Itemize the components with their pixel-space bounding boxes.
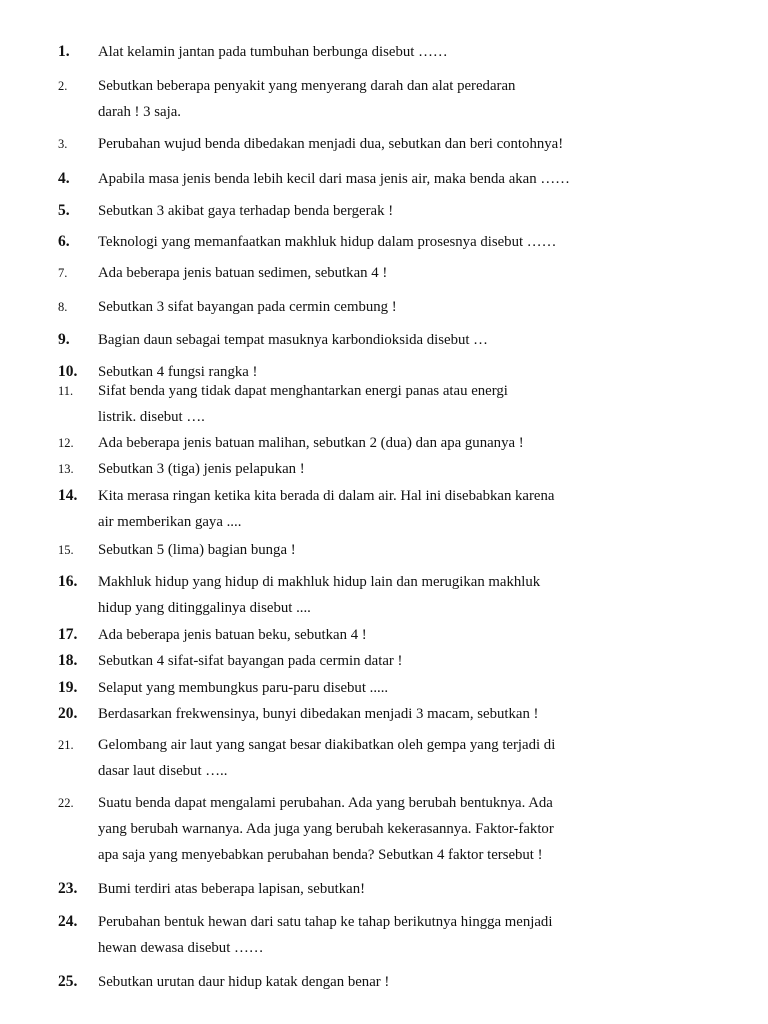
question-line: Apabila masa jenis benda lebih kecil dari masa jenis air, maka benda akan …… (98, 171, 570, 187)
question-number: 15. (58, 543, 74, 557)
question-line: Berdasarkan frekwensinya, bunyi dibedakan menjadi 3 macam, sebutkan ! (98, 706, 539, 722)
question-line: Sebutkan 4 fungsi rangka ! (98, 364, 258, 380)
question-number: 8. (58, 300, 68, 314)
question-line: Sebutkan urutan daur hidup katak dengan benar ! (98, 974, 390, 990)
question-line: Gelombang air laut yang sangat besar diakibatkan oleh gempa yang terjadi di (98, 737, 556, 753)
question-line: Ada beberapa jenis batuan malihan, sebutkan 2 (dua) dan apa gunanya ! (98, 435, 524, 451)
question-number: 4. (58, 170, 70, 187)
question-line: hewan dewasa disebut …… (98, 940, 264, 956)
question-text (98, 909, 688, 961)
question-line: Sebutkan 3 sifat bayangan pada cermin cembung ! (98, 299, 397, 315)
question-number: 16. (58, 573, 78, 590)
question-text (98, 198, 688, 224)
question-text (98, 675, 688, 701)
question-line: Sifat benda yang tidak dapat menghantarkan energi panas atau energi (98, 383, 508, 399)
question-number: 3. (58, 137, 68, 151)
question-text (98, 430, 688, 456)
question-number: 6. (58, 233, 70, 250)
question-number: 12. (58, 436, 74, 450)
question-text (98, 732, 688, 784)
question-number: 21. (58, 738, 74, 752)
question-text (98, 537, 688, 563)
question-text (98, 229, 688, 255)
question-text (98, 648, 688, 674)
question-line: Bumi terdiri atas beberapa lapisan, sebutkan! (98, 881, 366, 897)
question-line: Bagian daun sebagai tempat masuknya karbondioksida disebut … (98, 332, 488, 348)
question-number: 22. (58, 796, 74, 810)
question-line: Ada beberapa jenis batuan beku, sebutkan 4 ! (98, 627, 367, 643)
question-number: 25. (58, 973, 78, 990)
question-line: Perubahan wujud benda dibedakan menjadi dua, sebutkan dan beri contohnya! (98, 136, 564, 152)
question-text (98, 260, 688, 286)
question-text (98, 876, 688, 902)
question-text (98, 39, 688, 65)
question-line: Sebutkan 4 sifat-sifat bayangan pada cermin datar ! (98, 653, 403, 669)
question-number: 2. (58, 79, 68, 93)
question-text (98, 483, 688, 535)
question-number: 14. (58, 487, 78, 504)
question-number: 18. (58, 652, 78, 669)
question-text (98, 294, 688, 320)
question-line: darah ! 3 saja. (98, 104, 181, 120)
question-line: yang berubah warnanya. Ada juga yang berubah kekerasannya. Faktor-faktor (98, 821, 554, 837)
question-text (98, 569, 688, 621)
question-number: 24. (58, 913, 78, 930)
question-number: 11. (58, 384, 74, 398)
question-line: air memberikan gaya .... (98, 514, 242, 530)
question-text (98, 327, 688, 353)
question-line: listrik. disebut …. (98, 409, 205, 425)
question-number: 23. (58, 880, 78, 897)
question-line: Teknologi yang memanfaatkan makhluk hidup dalam prosesnya disebut …… (98, 234, 557, 250)
question-number: 10. (58, 363, 78, 380)
question-line: Alat kelamin jantan pada tumbuhan berbunga disebut …… (98, 44, 448, 60)
question-number: 5. (58, 202, 70, 219)
question-line: Ada beberapa jenis batuan sedimen, sebutkan 4 ! (98, 265, 388, 281)
question-line: apa saja yang menyebabkan perubahan benda? Sebutkan 4 faktor tersebut ! (98, 847, 543, 863)
question-text (98, 701, 688, 727)
question-line: Sebutkan 3 akibat gaya terhadap benda bergerak ! (98, 203, 394, 219)
question-text (98, 969, 688, 995)
question-number: 17. (58, 626, 78, 643)
question-number: 9. (58, 331, 70, 348)
question-text (98, 166, 688, 192)
question-text (98, 456, 688, 482)
question-text (98, 378, 688, 430)
question-text (98, 131, 688, 157)
question-line: Sebutkan 5 (lima) bagian bunga ! (98, 542, 296, 558)
question-number: 19. (58, 679, 78, 696)
question-line: hidup yang ditinggalinya disebut .... (98, 600, 311, 616)
question-line: Selaput yang membungkus paru-paru disebut ..... (98, 680, 389, 696)
question-line: Sebutkan 3 (tiga) jenis pelapukan ! (98, 461, 305, 477)
question-number: 13. (58, 462, 74, 476)
question-line: Suatu benda dapat mengalami perubahan. Ada yang berubah bentuknya. Ada (98, 795, 553, 811)
question-line: Makhluk hidup yang hidup di makhluk hidup lain dan merugikan makhluk (98, 574, 541, 590)
question-text (98, 622, 688, 648)
question-text (98, 790, 688, 868)
question-number: 7. (58, 266, 68, 280)
question-text (98, 73, 688, 125)
question-line: Kita merasa ringan ketika kita berada di dalam air. Hal ini disebabkan karena (98, 488, 555, 504)
question-number: 20. (58, 705, 78, 722)
question-line: Sebutkan beberapa penyakit yang menyerang darah dan alat peredaran (98, 78, 516, 94)
question-line: dasar laut disebut ….. (98, 763, 228, 779)
question-line: Perubahan bentuk hewan dari satu tahap ke tahap berikutnya hingga menjadi (98, 914, 553, 930)
question-number: 1. (58, 43, 70, 60)
